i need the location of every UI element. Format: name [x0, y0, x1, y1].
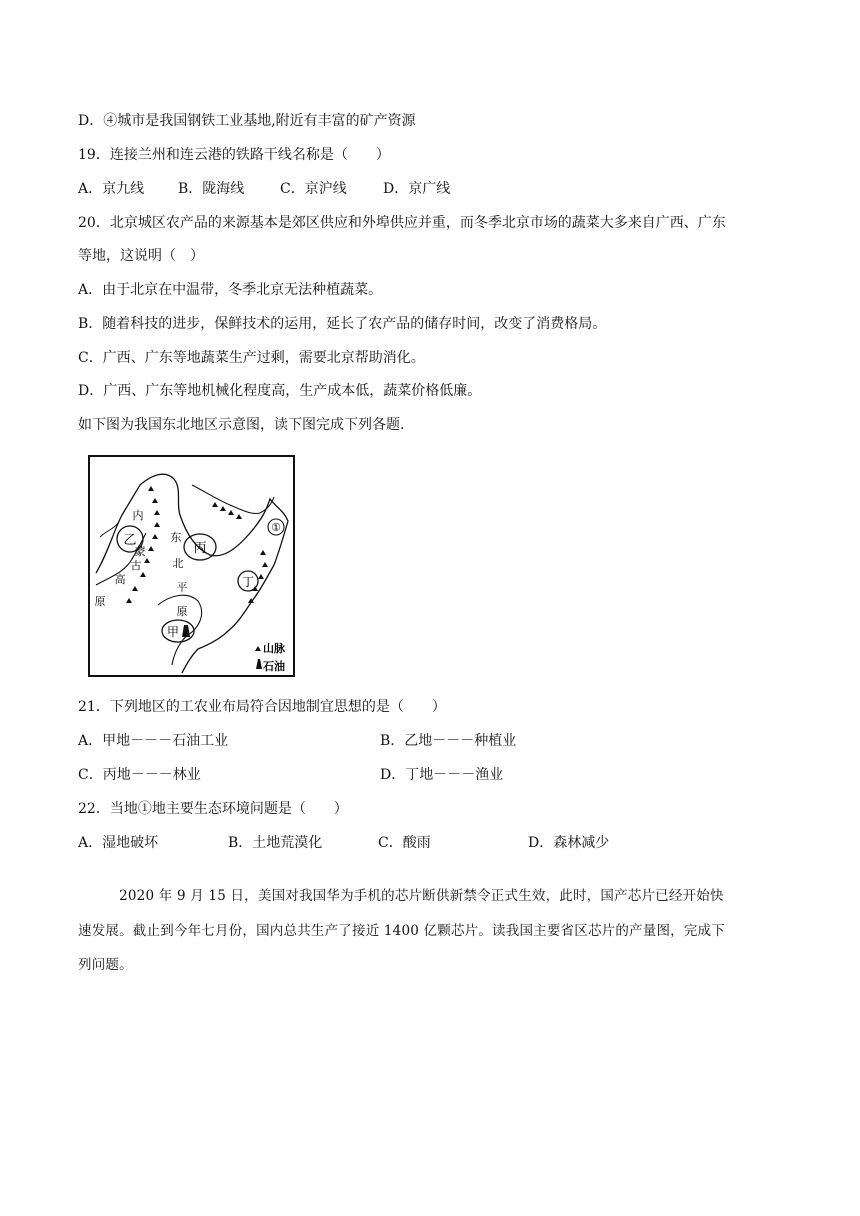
q22-stem: 22．当地①地主要生态环境问题是（ ） [78, 801, 348, 817]
q22-option-a: A．湿地破坏 [78, 835, 159, 851]
label-meng: 蒙 [134, 545, 146, 558]
q22-option-b: B．土地荒漠化 [228, 835, 323, 851]
q21-option-d: D．丁地－－－渔业 [380, 767, 504, 783]
q20-option-d: D．广西、广东等地机械化程度高，生产成本低，蔬菜价格低廉。 [78, 383, 482, 399]
q19-option-d: D．京广线 [383, 181, 451, 197]
q20-option-b: B．随着科技的进步，保鲜技术的运用，延长了农产品的储存时间，改变了消费格局。 [78, 316, 607, 332]
passage-line1: 2020 年 9 月 15 日，美国对我国华为手机的芯片断供新禁令正式生效，此时，国产芯片已经开始快 [78, 888, 724, 904]
q20-option-a: A．由于北京在中温带，冬季北京无法种植蔬菜。 [78, 282, 383, 298]
label-gu: 古 [130, 559, 142, 572]
passage-line2: 速发展。截止到今年七月份，国内总共生产了接近 1400 亿颗芯片。读我国主要省区芯片的产量图，完成下 [78, 923, 725, 939]
q19-option-b: B．陇海线 [178, 181, 245, 197]
label-bei: 北 [172, 557, 184, 570]
q18-option-d: D．④城市是我国钢铁工业基地,附近有丰富的矿产资源 [78, 113, 416, 129]
q19-stem: 19．连接兰州和连云港的铁路干线名称是（ ） [78, 147, 390, 163]
label-yi: 乙 [123, 533, 137, 548]
q21-option-c: C．丙地－－－林业 [78, 767, 201, 783]
label-dong: 东 [170, 531, 182, 544]
northeast-china-map [88, 455, 295, 677]
label-ping: 平 [176, 581, 188, 594]
label-bing: 丙 [193, 541, 207, 556]
q19-option-a: A．京九线 [78, 181, 145, 197]
passage-line3: 列问题。 [78, 957, 133, 973]
label-jia: 甲 [166, 625, 180, 639]
q21-option-b: B．乙地－－－种植业 [380, 733, 517, 749]
legend-mountain-label: 山脉 [263, 642, 285, 655]
label-yuan2: 原 [176, 605, 188, 618]
label-ding: 丁 [241, 575, 255, 589]
label-yuan1: 原 [94, 595, 106, 608]
label-nei: 内 [132, 509, 144, 522]
q22-option-c: C．酸雨 [378, 835, 431, 851]
q21-stem: 21．下列地区的工农业布局符合因地制宜思想的是（ ） [78, 699, 446, 715]
q19-option-c: C．京沪线 [280, 181, 347, 197]
q20-stem-line2: 等地，这说明（ ） [78, 248, 204, 264]
q22-option-d: D．森林减少 [528, 835, 610, 851]
map-intro: 如下图为我国东北地区示意图，读下图完成下列各题. [78, 417, 405, 433]
legend-oil-label: 石油 [263, 660, 285, 673]
q21-option-a: A．甲地－－－石油工业 [78, 733, 229, 749]
q20-option-c: C．广西、广东等地蔬菜生产过剩，需要北京帮助消化。 [78, 350, 425, 366]
q20-stem-line1: 20．北京城区农产品的来源基本是郊区供应和外埠供应并重，而冬季北京市场的蔬菜大多来自广西、广东 [78, 215, 726, 231]
label-one: ① [271, 521, 281, 534]
label-gao: 高 [114, 573, 126, 586]
